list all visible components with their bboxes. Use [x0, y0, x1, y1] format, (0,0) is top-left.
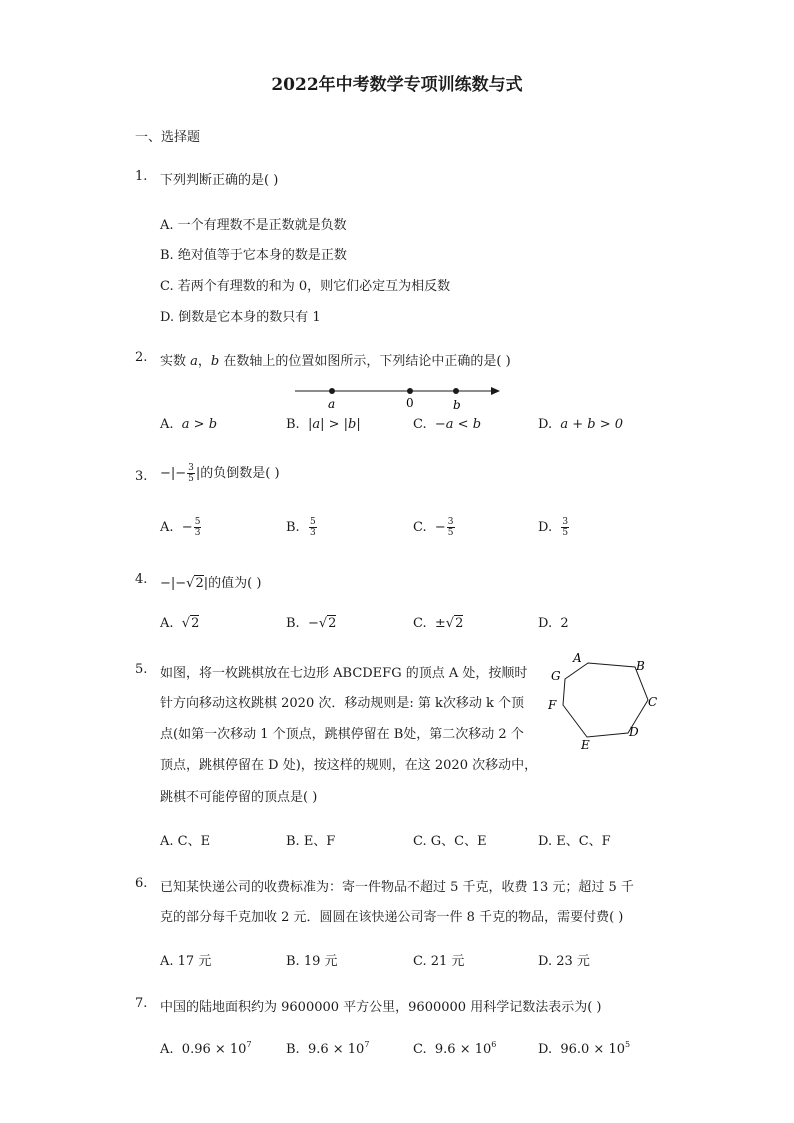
exponent: 7: [364, 1040, 370, 1049]
option: D. 倒数是它本身的数只有 1: [160, 310, 321, 325]
section-heading: 一、选择题: [135, 130, 201, 145]
option-sign: −: [434, 520, 446, 535]
radicand: 2: [328, 616, 337, 631]
option-letter: C.: [413, 520, 427, 535]
stem-text: −|−√: [160, 576, 195, 591]
option: [413, 616, 463, 631]
question-number: 1.: [135, 169, 148, 184]
axis-arrow: [491, 387, 500, 395]
question-number: 7.: [135, 996, 148, 1011]
option-letter: B.: [286, 520, 300, 535]
option-letter: A.: [160, 1042, 174, 1057]
stem-text: 实数: [160, 354, 191, 369]
option-letter: B.: [286, 1042, 300, 1057]
option-text: 9.6 × 10: [434, 1042, 492, 1057]
vertex-label-e: E: [581, 738, 590, 752]
vertex-label-b: B: [636, 659, 645, 673]
option-text: a + b > 0: [560, 417, 624, 432]
vertex-label-g: G: [551, 669, 561, 683]
question-stem: [160, 572, 261, 591]
option-letter: D.: [538, 417, 553, 432]
option: A. 17 元: [160, 954, 212, 969]
option: [160, 417, 217, 432]
option-letter: A.: [160, 616, 174, 631]
fraction: $\frac{3}{5}$: [562, 517, 569, 538]
question-line: 点(如第一次移动 1 个顶点，跳棋停留在 B处，第二次移动 2 个: [160, 727, 524, 742]
question-line: 顶点，跳棋停留在 D 处)，按这样的规则，在这 2020 次移动中，: [160, 758, 538, 773]
option-text: 9.6 × 10: [307, 1042, 365, 1057]
radicand: 2: [455, 616, 464, 631]
vertex-label-c: C: [648, 695, 658, 709]
fraction: $\frac{3}{5}$: [447, 517, 454, 538]
question-stem: 中国的陆地面积约为 9600000 平方公里，9600000 用科学记数法表示为( ): [160, 1000, 602, 1015]
page-title: 2022年中考数学专项训练数与式: [271, 75, 523, 95]
option-letter: B.: [286, 417, 300, 432]
stem-text: 在数轴上的位置如图所示，下列结论中正确的是( ): [219, 354, 511, 369]
question-number: 6.: [135, 876, 148, 891]
fraction: $\frac{5}{3}$: [309, 517, 316, 538]
option: A. 一个有理数不是正数就是负数: [160, 218, 347, 233]
option: B. 绝对值等于它本身的数是正数: [160, 248, 347, 263]
question-line: 针方向移动这枚跳棋 2020 次．移动规则是: 第 k次移动 k 个顶: [160, 696, 525, 711]
vertex-label-f: F: [548, 698, 557, 712]
option: C. 21 元: [413, 954, 465, 969]
question-line: 已知某快递公司的收费标准为：寄一件物品不超过 5 千克，收费 13 元；超过 5 千: [160, 880, 634, 895]
question-line: 跳棋不可能停留的顶点是( ): [160, 790, 318, 805]
point-a: [329, 388, 335, 394]
option: [538, 616, 569, 631]
exponent: 5: [625, 1040, 631, 1049]
radicand: 2: [195, 576, 204, 591]
option-text: 96.0 × 10: [560, 1042, 626, 1057]
option-letter: C.: [413, 417, 427, 432]
option-text: −a < b: [434, 417, 482, 432]
question-line: 克的部分每千克加收 2 元．圆圆在该快递公司寄一件 8 千克的物品，需要付费( ): [160, 910, 624, 925]
point-zero: [407, 388, 413, 394]
option: [286, 517, 318, 538]
question-stem: [160, 462, 280, 484]
option-text: |a| > |b|: [307, 417, 361, 432]
option-letter: C.: [413, 1042, 427, 1057]
fraction: $\frac{5}{3}$: [194, 517, 201, 538]
exponent: 7: [246, 1040, 252, 1049]
number-line-figure: [290, 380, 505, 412]
option: [538, 417, 623, 432]
stem-text: ，: [197, 354, 211, 369]
option-text: −√: [307, 616, 328, 631]
variable: b: [210, 354, 220, 369]
question-number: 3.: [135, 469, 148, 484]
question-number: 2.: [135, 350, 148, 365]
question-number: 4.: [135, 572, 148, 587]
option-text: a > b: [181, 417, 218, 432]
option: [286, 417, 361, 432]
stem-text: |的值为( ): [203, 576, 262, 591]
option-letter: D.: [538, 1042, 553, 1057]
option: B. E、F: [286, 834, 336, 849]
option-text: 2: [560, 616, 569, 631]
option-letter: C.: [413, 616, 427, 631]
option: D. E、C、F: [538, 834, 611, 849]
question-stem: 下列判断正确的是( ): [160, 173, 279, 188]
option: A. C、E: [160, 834, 211, 849]
option-letter: A.: [160, 520, 174, 535]
fraction: $\frac{3}{5}$: [188, 463, 194, 484]
question-line: 如图，将一枚跳棋放在七边形 ABCDEFG 的顶点 A 处，按顺时: [160, 666, 528, 681]
option: B. 19 元: [286, 954, 338, 969]
option: [413, 417, 481, 432]
option: [160, 616, 199, 631]
option: [160, 1040, 252, 1057]
stem-text: −|−: [160, 466, 187, 481]
option: D. 23 元: [538, 954, 590, 969]
option-text: √: [181, 616, 191, 631]
option: C. 若两个有理数的和为 0，则它们必定互为相反数: [160, 279, 451, 294]
option: [160, 517, 202, 538]
exponent: 6: [491, 1040, 497, 1049]
vertex-label-a: A: [573, 651, 582, 665]
radicand: 2: [191, 616, 200, 631]
option-text: 0.96 × 10: [181, 1042, 247, 1057]
label-zero: 0: [406, 396, 414, 410]
question-number: 5.: [135, 662, 148, 677]
option: [413, 1040, 496, 1057]
option: C. G、C、E: [413, 834, 487, 849]
label-b: b: [453, 398, 461, 412]
option: [538, 517, 570, 538]
option: [413, 517, 456, 538]
option: [538, 1040, 630, 1057]
option-sign: −: [181, 520, 193, 535]
option-letter: D.: [538, 616, 553, 631]
option-letter: D.: [538, 520, 553, 535]
heptagon-figure: [540, 645, 670, 760]
option-letter: B.: [286, 616, 300, 631]
option-text: ±√: [434, 616, 455, 631]
option: [286, 1040, 369, 1057]
question-stem: [160, 350, 511, 369]
option: [286, 616, 336, 631]
vertex-label-d: D: [629, 725, 639, 739]
label-a: a: [328, 397, 336, 411]
point-b: [453, 388, 459, 394]
stem-text: |的负倒数是( ): [195, 466, 280, 481]
variable: a: [190, 354, 198, 369]
option-letter: A.: [160, 417, 174, 432]
